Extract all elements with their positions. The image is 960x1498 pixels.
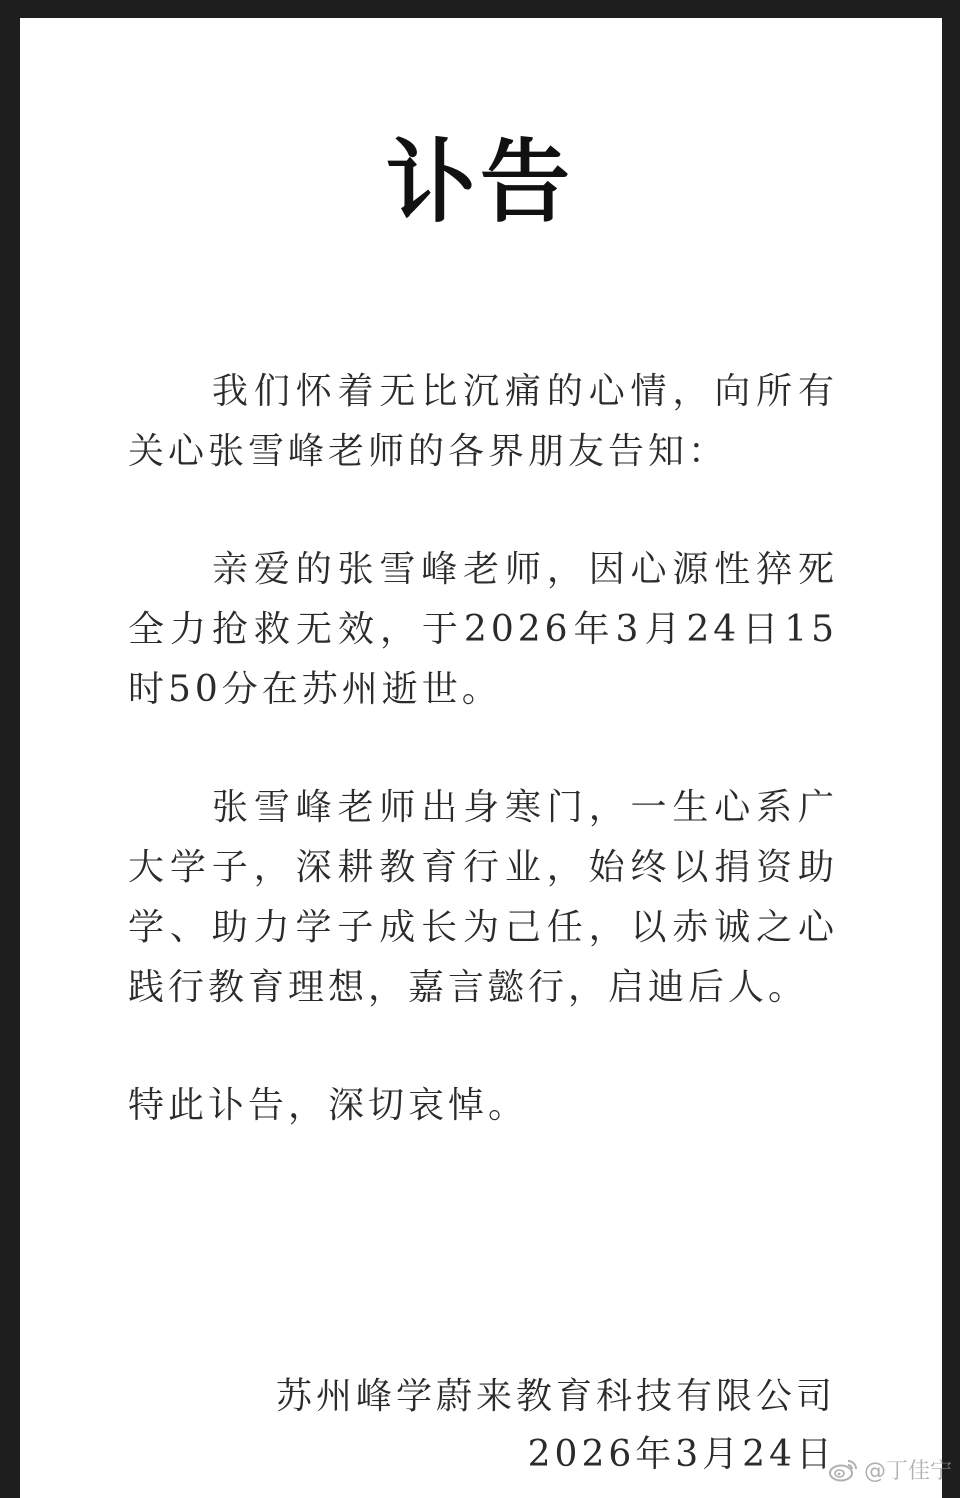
paragraph-death-announcement: 亲爱的张雪峰老师，因心源性猝死全力抢救无效，于2026年3月24日15时50分在苏州逝世。 — [128, 549, 838, 710]
signature-block — [220, 1368, 836, 1484]
watermark — [828, 1454, 952, 1485]
paragraph-intro: 我们怀着无比沉痛的心情，向所有关心张雪峰老师的各界朋友告知： — [128, 371, 838, 472]
signature-date: 2026年3月24日 — [527, 1434, 836, 1475]
paragraph-tribute: 张雪峰老师出身寒门，一生心系广大学子，深耕教育行业，始终以捐资助学、助力学子成长为己任，以赤诚之心践行教育理想，嘉言懿行，启迪后人。 — [128, 787, 838, 1008]
signature-organization: 苏州峰学蔚来教育科技有限公司 — [275, 1376, 836, 1417]
notice-title: 讣告 — [386, 130, 574, 235]
weibo-icon — [828, 1458, 858, 1482]
watermark-text: @丁佳宁 — [863, 1459, 952, 1484]
notice-body — [128, 362, 838, 1136]
paragraph-closing: 特此讣告，深切哀悼。 — [128, 1085, 529, 1126]
